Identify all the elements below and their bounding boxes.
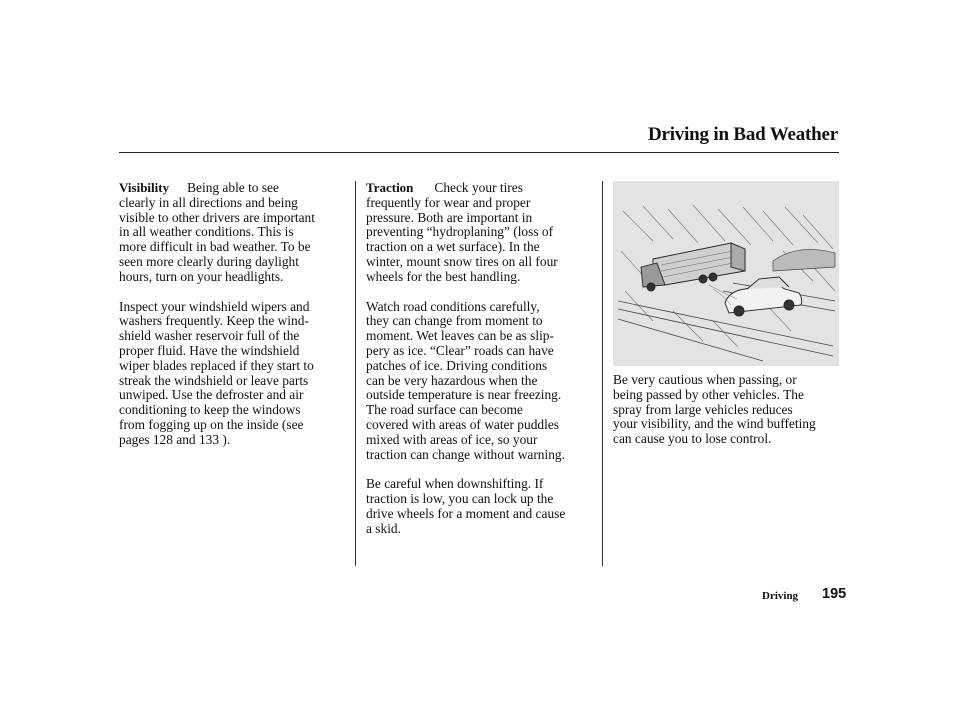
traction-heading: Traction [366, 180, 414, 195]
text-line: washers frequently. Keep the wind- [119, 313, 309, 329]
text-line: moment. Wet leaves can be as slip- [366, 328, 554, 344]
text-line: Watch road conditions carefully, [366, 298, 540, 314]
page-number: 195 [822, 586, 847, 602]
text-line: spray from large vehicles reduces [613, 401, 793, 417]
text-line: a skid. [366, 520, 401, 536]
column-divider-1 [355, 181, 356, 566]
text-line: clearly in all directions and being [119, 194, 298, 210]
text-line: pages 128 and 133 ). [119, 431, 231, 447]
traction-paragraph-2 [366, 300, 596, 463]
text-line: traction is low, you can lock up the [366, 491, 554, 507]
text-line: mixed with areas of ice, so your [366, 431, 538, 447]
text-line: seen more clearly during daylight [119, 253, 299, 269]
text-line: in all weather conditions. This is [119, 224, 294, 240]
footer-section-label: Driving [762, 590, 799, 602]
text-line: Be very cautious when passing, or [613, 372, 797, 387]
truck-and-car-in-rain-illustration [613, 181, 839, 366]
text-line: they can change from moment to [366, 313, 543, 329]
text-line: streak the windshield or leave parts [119, 372, 309, 388]
text-line: more difficult in bad weather. To be [119, 239, 311, 255]
visibility-heading: Visibility [119, 180, 170, 195]
text-line: traction can change without warning. [366, 446, 565, 462]
text-line: wiper blades replaced if they start to [119, 357, 314, 373]
text-line: being passed by other vehicles. The [613, 386, 804, 402]
text-line: winter, mount snow tires on all four [366, 253, 558, 269]
text-line: drive wheels for a moment and cause [366, 505, 566, 521]
visibility-paragraph-1 [119, 181, 347, 285]
text-line: can cause you to lose control. [613, 431, 772, 447]
text-line: Inspect your windshield wipers and [119, 298, 310, 314]
column-traction [366, 181, 596, 552]
text-line: Be careful when downshifting. If [366, 476, 544, 492]
text-line: patches of ice. Driving conditions [366, 357, 548, 373]
visibility-paragraph-2 [119, 300, 347, 448]
text-line: can be very hazardous when the [366, 372, 538, 388]
text-line: from fogging up on the inside (see [119, 416, 304, 432]
text-line: Check your tires [434, 180, 523, 195]
page-title: Driving in Bad Weather [647, 124, 838, 145]
text-line: covered with areas of water puddles [366, 416, 559, 432]
text-line: shield washer reservoir full of the [119, 328, 300, 344]
text-line: unwiped. Use the defroster and air [119, 387, 304, 403]
text-line: preventing “hydroplaning” (loss of [366, 224, 554, 240]
text-line: hours, turn on your headlights. [119, 268, 284, 284]
rain-scene-icon [613, 181, 839, 366]
passing-paragraph [613, 373, 841, 447]
text-line: proper fluid. Have the windshield [119, 342, 300, 358]
traction-paragraph-3 [366, 477, 596, 536]
column-divider-2 [602, 181, 603, 566]
text-line: frequently for wear and proper [366, 194, 531, 210]
text-line: Being able to see [187, 180, 279, 195]
traction-paragraph-1 [366, 181, 596, 285]
text-line: traction on a wet surface). In the [366, 239, 540, 255]
text-line: your visibility, and the wind buffeting [613, 416, 816, 432]
text-line: The road surface can become [366, 402, 523, 418]
text-line: pery as ice. “Clear” roads can have [366, 342, 554, 358]
header-rule [119, 152, 839, 153]
text-line: conditioning to keep the windows [119, 402, 301, 418]
column-visibility [119, 181, 347, 463]
text-line: wheels for the best handling. [366, 268, 521, 284]
text-line: visible to other drivers are important [119, 209, 315, 225]
text-line: pressure. Both are important in [366, 209, 533, 225]
column-passing [613, 373, 841, 462]
text-line: outside temperature is near freezing. [366, 387, 562, 403]
